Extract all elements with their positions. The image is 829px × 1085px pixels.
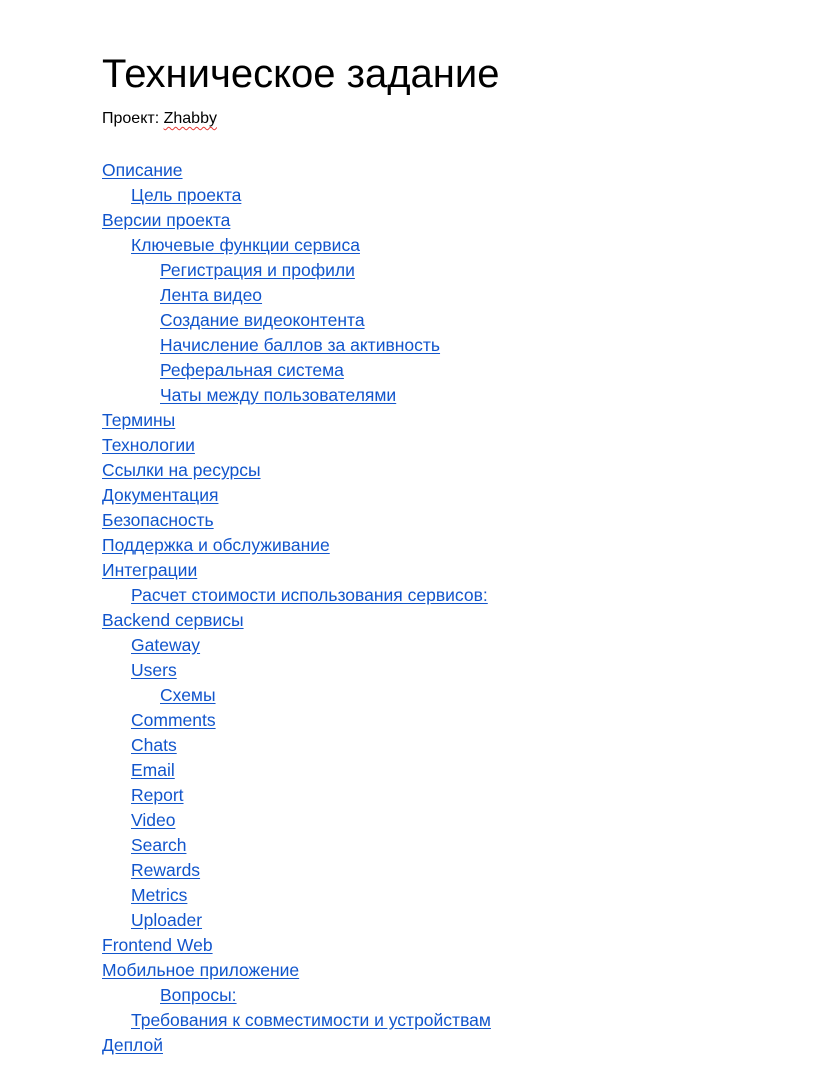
toc-item bbox=[102, 883, 491, 908]
toc-link[interactable]: Деплой bbox=[102, 1035, 163, 1055]
toc-item bbox=[102, 733, 491, 758]
toc-link[interactable]: Frontend Web bbox=[102, 935, 213, 955]
toc-item bbox=[102, 233, 491, 258]
toc-link[interactable]: Uploader bbox=[131, 910, 203, 930]
toc-link[interactable]: Цель проекта bbox=[131, 185, 242, 205]
project-line bbox=[102, 108, 217, 130]
toc-item bbox=[102, 608, 491, 633]
toc-item bbox=[102, 708, 491, 733]
toc-link[interactable]: Расчет стоимости использования сервисов: bbox=[131, 585, 488, 605]
toc-link[interactable]: Video bbox=[131, 810, 176, 830]
toc-link[interactable]: Чаты между пользователями bbox=[160, 385, 397, 405]
toc-item bbox=[102, 183, 491, 208]
toc-item bbox=[102, 558, 491, 583]
toc-item bbox=[102, 483, 491, 508]
toc-link[interactable]: Metrics bbox=[131, 885, 188, 905]
toc-link[interactable]: Ссылки на ресурсы bbox=[102, 460, 261, 480]
toc-link[interactable]: Реферальная система bbox=[160, 360, 344, 380]
table-of-contents bbox=[102, 158, 491, 1058]
toc-item bbox=[102, 533, 491, 558]
toc-link[interactable]: Comments bbox=[131, 710, 216, 730]
toc-item bbox=[102, 383, 491, 408]
toc-item bbox=[102, 833, 491, 858]
toc-item bbox=[102, 933, 491, 958]
toc-item bbox=[102, 208, 491, 233]
toc-item bbox=[102, 758, 491, 783]
toc-link[interactable]: Безопасность bbox=[102, 510, 214, 530]
toc-link[interactable]: Документация bbox=[102, 485, 219, 505]
toc-item bbox=[102, 308, 491, 333]
toc-item bbox=[102, 358, 491, 383]
toc-link[interactable]: Лента видео bbox=[160, 285, 263, 305]
toc-item bbox=[102, 583, 491, 608]
toc-link[interactable]: Создание видеоконтента bbox=[160, 310, 365, 330]
toc-link[interactable]: Требования к совместимости и устройствам bbox=[131, 1010, 491, 1030]
toc-item bbox=[102, 633, 491, 658]
toc-link[interactable]: Backend сервисы bbox=[102, 610, 244, 630]
toc-link[interactable]: Схемы bbox=[160, 685, 216, 705]
toc-link[interactable]: Поддержка и обслуживание bbox=[102, 535, 330, 555]
toc-item bbox=[102, 658, 491, 683]
toc-link[interactable]: Report bbox=[131, 785, 184, 805]
toc-link[interactable]: Описание bbox=[102, 160, 183, 180]
toc-item bbox=[102, 958, 491, 983]
toc-item bbox=[102, 458, 491, 483]
toc-item bbox=[102, 808, 491, 833]
toc-link[interactable]: Мобильное приложение bbox=[102, 960, 300, 980]
toc-item bbox=[102, 158, 491, 183]
toc-item bbox=[102, 333, 491, 358]
toc-item bbox=[102, 258, 491, 283]
toc-link[interactable]: Технологии bbox=[102, 435, 195, 455]
toc-link[interactable]: Email bbox=[131, 760, 175, 780]
toc-link[interactable]: Начисление баллов за активность bbox=[160, 335, 441, 355]
toc-item bbox=[102, 433, 491, 458]
toc-link[interactable]: Ключевые функции сервиса bbox=[131, 235, 360, 255]
toc-item bbox=[102, 508, 491, 533]
toc-item bbox=[102, 983, 491, 1008]
toc-link[interactable]: Версии проекта bbox=[102, 210, 231, 230]
toc-item bbox=[102, 408, 491, 433]
toc-item bbox=[102, 858, 491, 883]
toc-link[interactable]: Gateway bbox=[131, 635, 201, 655]
project-label: Проект: bbox=[102, 110, 164, 127]
toc-link[interactable]: Термины bbox=[102, 410, 176, 430]
toc-item bbox=[102, 783, 491, 808]
toc-link[interactable]: Интеграции bbox=[102, 560, 198, 580]
toc-link[interactable]: Вопросы: bbox=[160, 985, 237, 1005]
toc-link[interactable]: Регистрация и профили bbox=[160, 260, 355, 280]
document-title: Техническое задание bbox=[102, 52, 500, 96]
toc-item bbox=[102, 1008, 491, 1033]
toc-link[interactable]: Search bbox=[131, 835, 187, 855]
toc-item bbox=[102, 1033, 491, 1058]
toc-link[interactable]: Chats bbox=[131, 735, 177, 755]
toc-item bbox=[102, 908, 491, 933]
toc-link[interactable]: Rewards bbox=[131, 860, 201, 880]
project-name: Zhabby bbox=[163, 110, 217, 127]
toc-link[interactable]: Users bbox=[131, 660, 177, 680]
toc-item bbox=[102, 683, 491, 708]
toc-item bbox=[102, 283, 491, 308]
